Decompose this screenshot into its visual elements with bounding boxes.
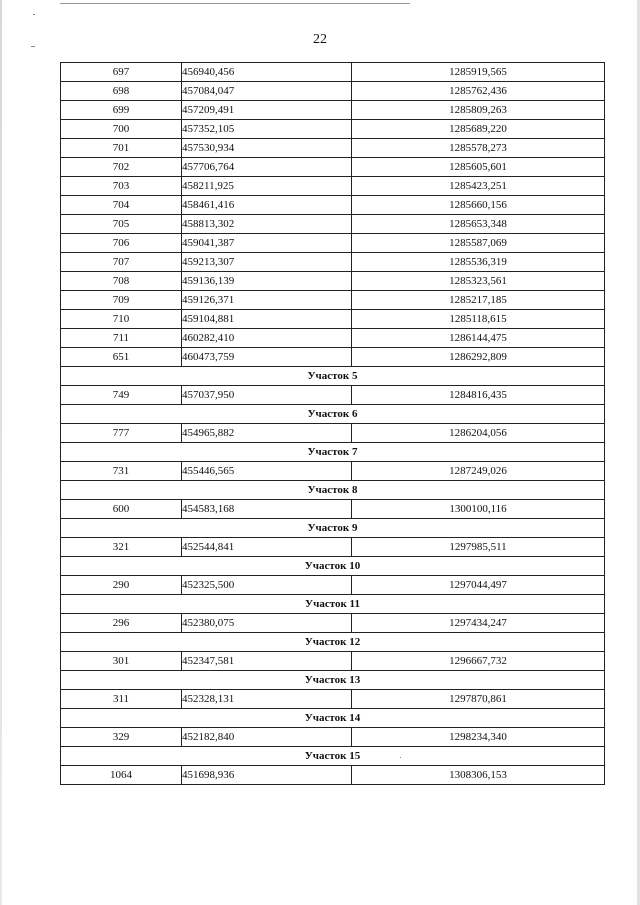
section-header-row [61,633,605,652]
x-coordinate-cell: 459104,881 [182,310,352,329]
table-row [61,728,605,747]
x-coordinate-cell: 454583,168 [182,500,352,519]
x-coordinate-cell: 457084,047 [182,82,352,101]
x-coordinate-cell: 460473,759 [182,348,352,367]
x-coordinate-cell: 457352,105 [182,120,352,139]
point-number-cell: 702 [61,158,182,177]
y-coordinate-cell: 1285217,185 [352,291,605,310]
section-label: Участок 5 [61,367,605,386]
point-number-cell: 703 [61,177,182,196]
coordinates-table-body [61,63,605,785]
x-coordinate-cell: 451698,936 [182,766,352,785]
y-coordinate-cell: 1285587,069 [352,234,605,253]
section-label: Участок 15 [61,747,605,766]
x-coordinate-cell: 452347,581 [182,652,352,671]
x-coordinate-cell: 456940,456 [182,63,352,82]
table-row [61,196,605,215]
y-coordinate-cell: 1285689,220 [352,120,605,139]
point-number-cell: 777 [61,424,182,443]
point-number-cell: 731 [61,462,182,481]
point-number-cell: 321 [61,538,182,557]
y-coordinate-cell: 1297870,861 [352,690,605,709]
section-label: Участок 6 [61,405,605,424]
section-label: Участок 10 [61,557,605,576]
table-row [61,272,605,291]
y-coordinate-cell: 1300100,116 [352,500,605,519]
x-coordinate-cell: 457037,950 [182,386,352,405]
section-header-row [61,557,605,576]
point-number-cell: 708 [61,272,182,291]
y-coordinate-cell: 1285809,263 [352,101,605,120]
point-number-cell: 699 [61,101,182,120]
point-number-cell: 296 [61,614,182,633]
page-number: 22 [313,32,327,47]
y-coordinate-cell: 1285660,156 [352,196,605,215]
table-row [61,348,605,367]
table-row [61,82,605,101]
y-coordinate-cell: 1297434,247 [352,614,605,633]
table-row [61,329,605,348]
section-header-row [61,443,605,462]
table-row [61,538,605,557]
point-number-cell: 700 [61,120,182,139]
point-number-cell: 698 [61,82,182,101]
section-label: Участок 12 [61,633,605,652]
scan-speck [33,14,35,15]
section-header-row [61,367,605,386]
point-number-cell: 1064 [61,766,182,785]
y-coordinate-cell: 1297044,497 [352,576,605,595]
table-row [61,652,605,671]
point-number-cell: 704 [61,196,182,215]
section-header-row [61,671,605,690]
x-coordinate-cell: 460282,410 [182,329,352,348]
y-coordinate-cell: 1308306,153 [352,766,605,785]
x-coordinate-cell: 457530,934 [182,139,352,158]
point-number-cell: 705 [61,215,182,234]
y-coordinate-cell: 1287249,026 [352,462,605,481]
table-row [61,63,605,82]
point-number-cell: 710 [61,310,182,329]
table-row [61,766,605,785]
table-row [61,234,605,253]
x-coordinate-cell: 455446,565 [182,462,352,481]
point-number-cell: 651 [61,348,182,367]
table-row [61,253,605,272]
y-coordinate-cell: 1297985,511 [352,538,605,557]
x-coordinate-cell: 457209,491 [182,101,352,120]
y-coordinate-cell: 1285536,319 [352,253,605,272]
table-row [61,424,605,443]
x-coordinate-cell: 458813,302 [182,215,352,234]
x-coordinate-cell: 457706,764 [182,158,352,177]
y-coordinate-cell: 1285605,601 [352,158,605,177]
y-coordinate-cell: 1298234,340 [352,728,605,747]
section-label: Участок 13 [61,671,605,690]
point-number-cell: 707 [61,253,182,272]
section-header-row [61,595,605,614]
y-coordinate-cell: 1286204,056 [352,424,605,443]
section-label: Участок 9 [61,519,605,538]
table-row [61,500,605,519]
y-coordinate-cell: 1285578,273 [352,139,605,158]
point-number-cell: 749 [61,386,182,405]
x-coordinate-cell: 458211,925 [182,177,352,196]
table-row [61,462,605,481]
y-coordinate-cell: 1285323,561 [352,272,605,291]
scan-left-edge [0,0,2,905]
point-number-cell: 711 [61,329,182,348]
section-label: Участок 8 [61,481,605,500]
x-coordinate-cell: 454965,882 [182,424,352,443]
table-row [61,215,605,234]
table-row [61,177,605,196]
y-coordinate-cell: 1285118,615 [352,310,605,329]
table-row [61,158,605,177]
y-coordinate-cell: 1286292,809 [352,348,605,367]
x-coordinate-cell: 459213,307 [182,253,352,272]
table-row [61,386,605,405]
scan-edge-line [60,3,410,4]
table-row [61,690,605,709]
point-number-cell: 600 [61,500,182,519]
table-row [61,101,605,120]
x-coordinate-cell: 452325,500 [182,576,352,595]
section-header-row [61,519,605,538]
point-number-cell: 701 [61,139,182,158]
table-row [61,310,605,329]
y-coordinate-cell: 1285653,348 [352,215,605,234]
table-row [61,291,605,310]
section-header-row [61,709,605,728]
section-header-row [61,747,605,766]
x-coordinate-cell: 452380,075 [182,614,352,633]
section-label: Участок 11 [61,595,605,614]
y-coordinate-cell: 1285423,251 [352,177,605,196]
x-coordinate-cell: 452544,841 [182,538,352,557]
point-number-cell: 301 [61,652,182,671]
x-coordinate-cell: 459136,139 [182,272,352,291]
table-row [61,576,605,595]
y-coordinate-cell: 1285919,565 [352,63,605,82]
x-coordinate-cell: 452182,840 [182,728,352,747]
x-coordinate-cell: 459126,371 [182,291,352,310]
section-header-row [61,481,605,500]
section-label: Участок 14 [61,709,605,728]
x-coordinate-cell: 459041,387 [182,234,352,253]
y-coordinate-cell: 1285762,436 [352,82,605,101]
table-row [61,120,605,139]
section-header-row [61,405,605,424]
y-coordinate-cell: 1286144,475 [352,329,605,348]
point-number-cell: 709 [61,291,182,310]
x-coordinate-cell: 452328,131 [182,690,352,709]
point-number-cell: 311 [61,690,182,709]
y-coordinate-cell: 1296667,732 [352,652,605,671]
y-coordinate-cell: 1284816,435 [352,386,605,405]
point-number-cell: 706 [61,234,182,253]
point-number-cell: 329 [61,728,182,747]
x-coordinate-cell: 458461,416 [182,196,352,215]
table-row [61,139,605,158]
point-number-cell: 290 [61,576,182,595]
section-label: Участок 7 [61,443,605,462]
point-number-cell: 697 [61,63,182,82]
coordinates-table [60,62,605,785]
table-row [61,614,605,633]
